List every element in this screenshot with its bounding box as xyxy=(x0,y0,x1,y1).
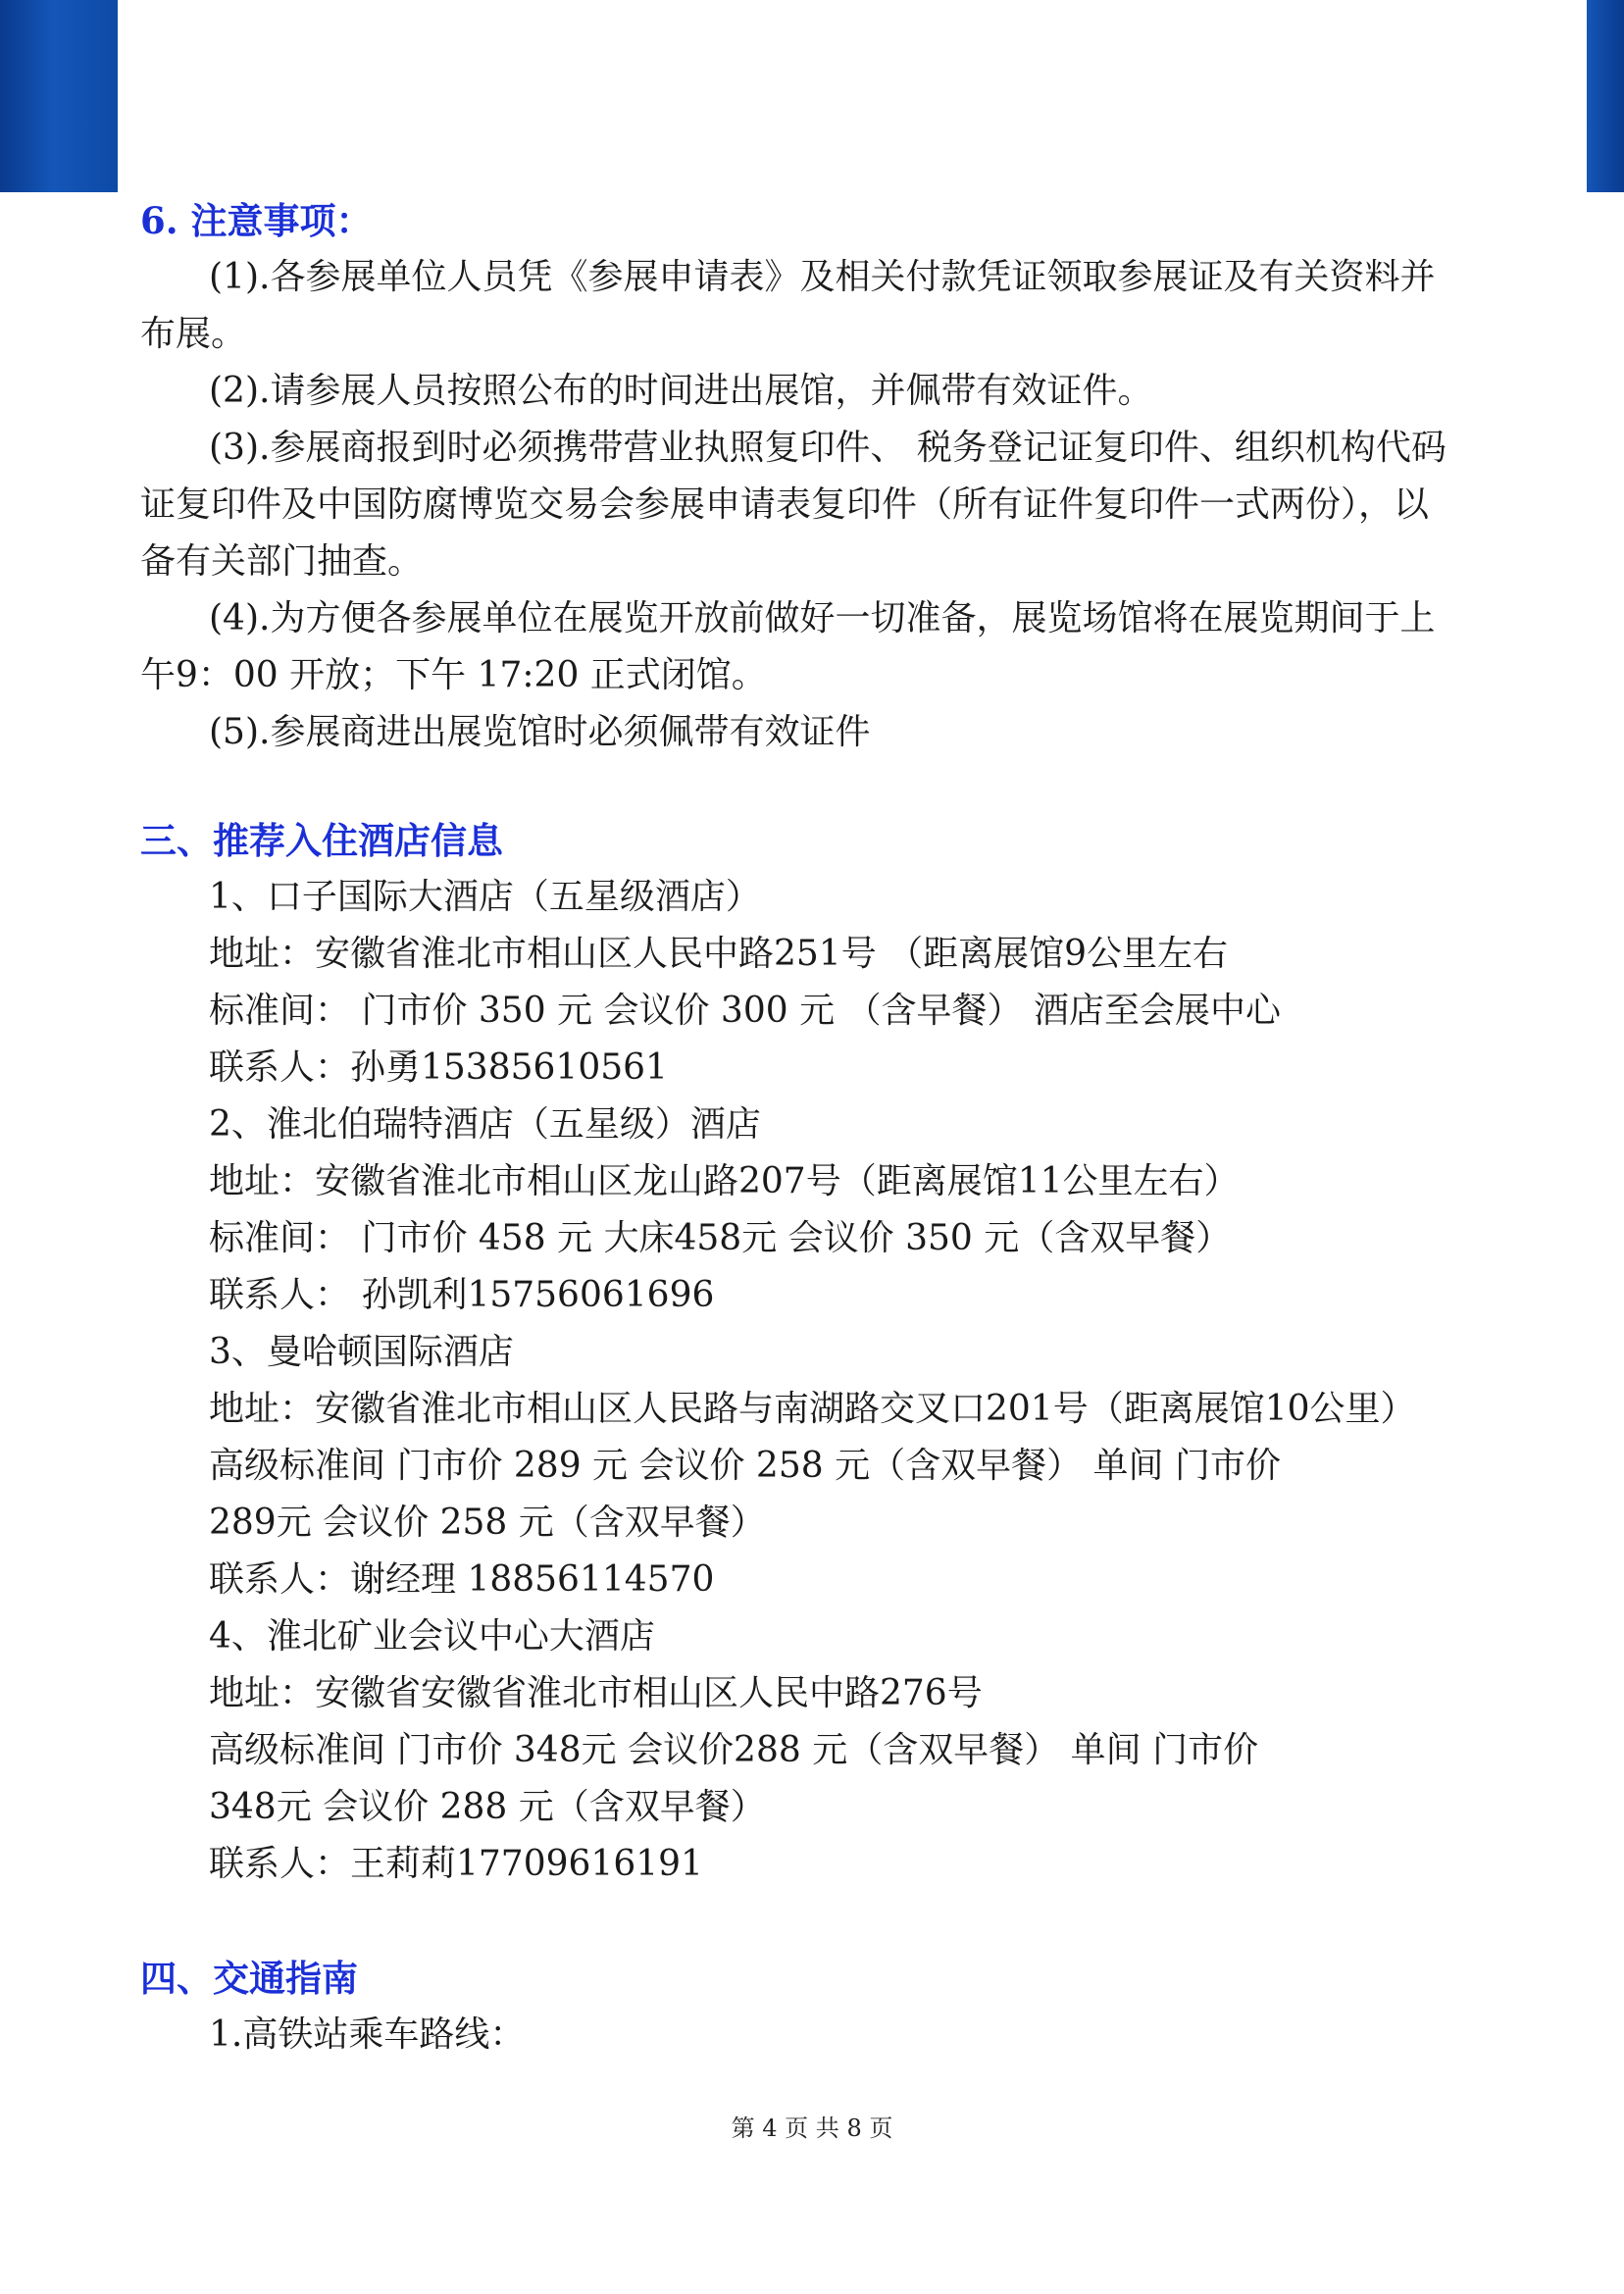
page-number: 第 4 页 共 8 页 xyxy=(731,2115,893,2142)
notice-item-5: (5).参展商进出展览馆时必须佩带有效证件 xyxy=(209,712,871,752)
hotel-line: 1、口子国际大酒店（五星级酒店） xyxy=(209,877,761,917)
hotel-line: 联系人：孙勇15385610561 xyxy=(209,1047,668,1088)
hotel-line: 地址：安徽省淮北市相山区人民中路251号 （距离展馆9公里左右 xyxy=(209,934,1229,974)
hotel-line: 3、曼哈顿国际酒店 xyxy=(209,1332,514,1372)
hotel-line: 高级标准间 门市价 289 元 会议价 258 元（含双早餐） 单间 门市价 xyxy=(209,1446,1281,1486)
hotel-line: 地址：安徽省淮北市相山区人民路与南湖路交叉口201号（距离展馆10公里） xyxy=(209,1389,1416,1429)
spacer xyxy=(140,1893,1484,1950)
hotel-line: 地址：安徽省淮北市相山区龙山路207号（距离展馆11公里左右） xyxy=(209,1161,1240,1201)
notice-item-1-line-2: 布展。 xyxy=(140,314,247,354)
hotel-line: 联系人：王莉莉17709616191 xyxy=(209,1844,703,1884)
spacer xyxy=(140,761,1484,812)
transport-line-1: 1.高铁站乘车路线： xyxy=(209,2014,526,2055)
notice-item-4-line-2: 午9：00 开放；下午 17:20 正式闭馆。 xyxy=(140,655,767,695)
notice-item-1-line-1: (1).各参展单位人员凭《参展申请表》及相关付款凭证领取参展证及有关资料并 xyxy=(209,257,1436,297)
section3-heading: 三、推荐入住酒店信息 xyxy=(140,819,503,862)
notice-item-3-line-1: (3).参展商报到时必须携带营业执照复印件、 税务登记证复印件、组织机构代码 xyxy=(209,428,1446,468)
hotel-line: 348元 会议价 288 元（含双早餐） xyxy=(209,1787,766,1827)
hotel-line: 联系人： 孙凯利15756061696 xyxy=(209,1275,715,1315)
hotel-line: 4、淮北矿业会议中心大酒店 xyxy=(209,1616,655,1657)
hotel-line: 联系人：谢经理 18856114570 xyxy=(209,1559,715,1600)
notice-item-2: (2).请参展人员按照公布的时间进出展馆，并佩带有效证件。 xyxy=(209,371,1153,411)
notice-item-3-line-3: 备有关部门抽查。 xyxy=(140,541,424,582)
hotel-line: 289元 会议价 258 元（含双早餐） xyxy=(209,1503,766,1543)
section6-heading: 6. 注意事项： xyxy=(140,199,373,242)
hotel-line: 高级标准间 门市价 348元 会议价288 元（含双早餐） 单间 门市价 xyxy=(209,1730,1259,1770)
hotel-line: 标准间： 门市价 350 元 会议价 300 元 （含早餐） 酒店至会展中心 xyxy=(209,991,1281,1031)
header-bar-right xyxy=(1587,0,1624,192)
header-bar-left xyxy=(0,0,118,192)
page-content xyxy=(140,192,1484,2064)
notice-item-3-line-2: 证复印件及中国防腐博览交易会参展申请表复印件（所有证件复印件一式两份），以 xyxy=(140,484,1430,525)
notice-item-4-line-1: (4).为方便各参展单位在展览开放前做好一切准备，展览场馆将在展览期间于上 xyxy=(209,598,1436,638)
hotel-line: 2、淮北伯瑞特酒店（五星级）酒店 xyxy=(209,1104,761,1145)
section4-heading: 四、交通指南 xyxy=(140,1957,358,2000)
hotel-line: 标准间： 门市价 458 元 大床458元 会议价 350 元（含双早餐） xyxy=(209,1218,1232,1258)
hotel-line: 地址：安徽省安徽省淮北市相山区人民中路276号 xyxy=(209,1673,983,1713)
